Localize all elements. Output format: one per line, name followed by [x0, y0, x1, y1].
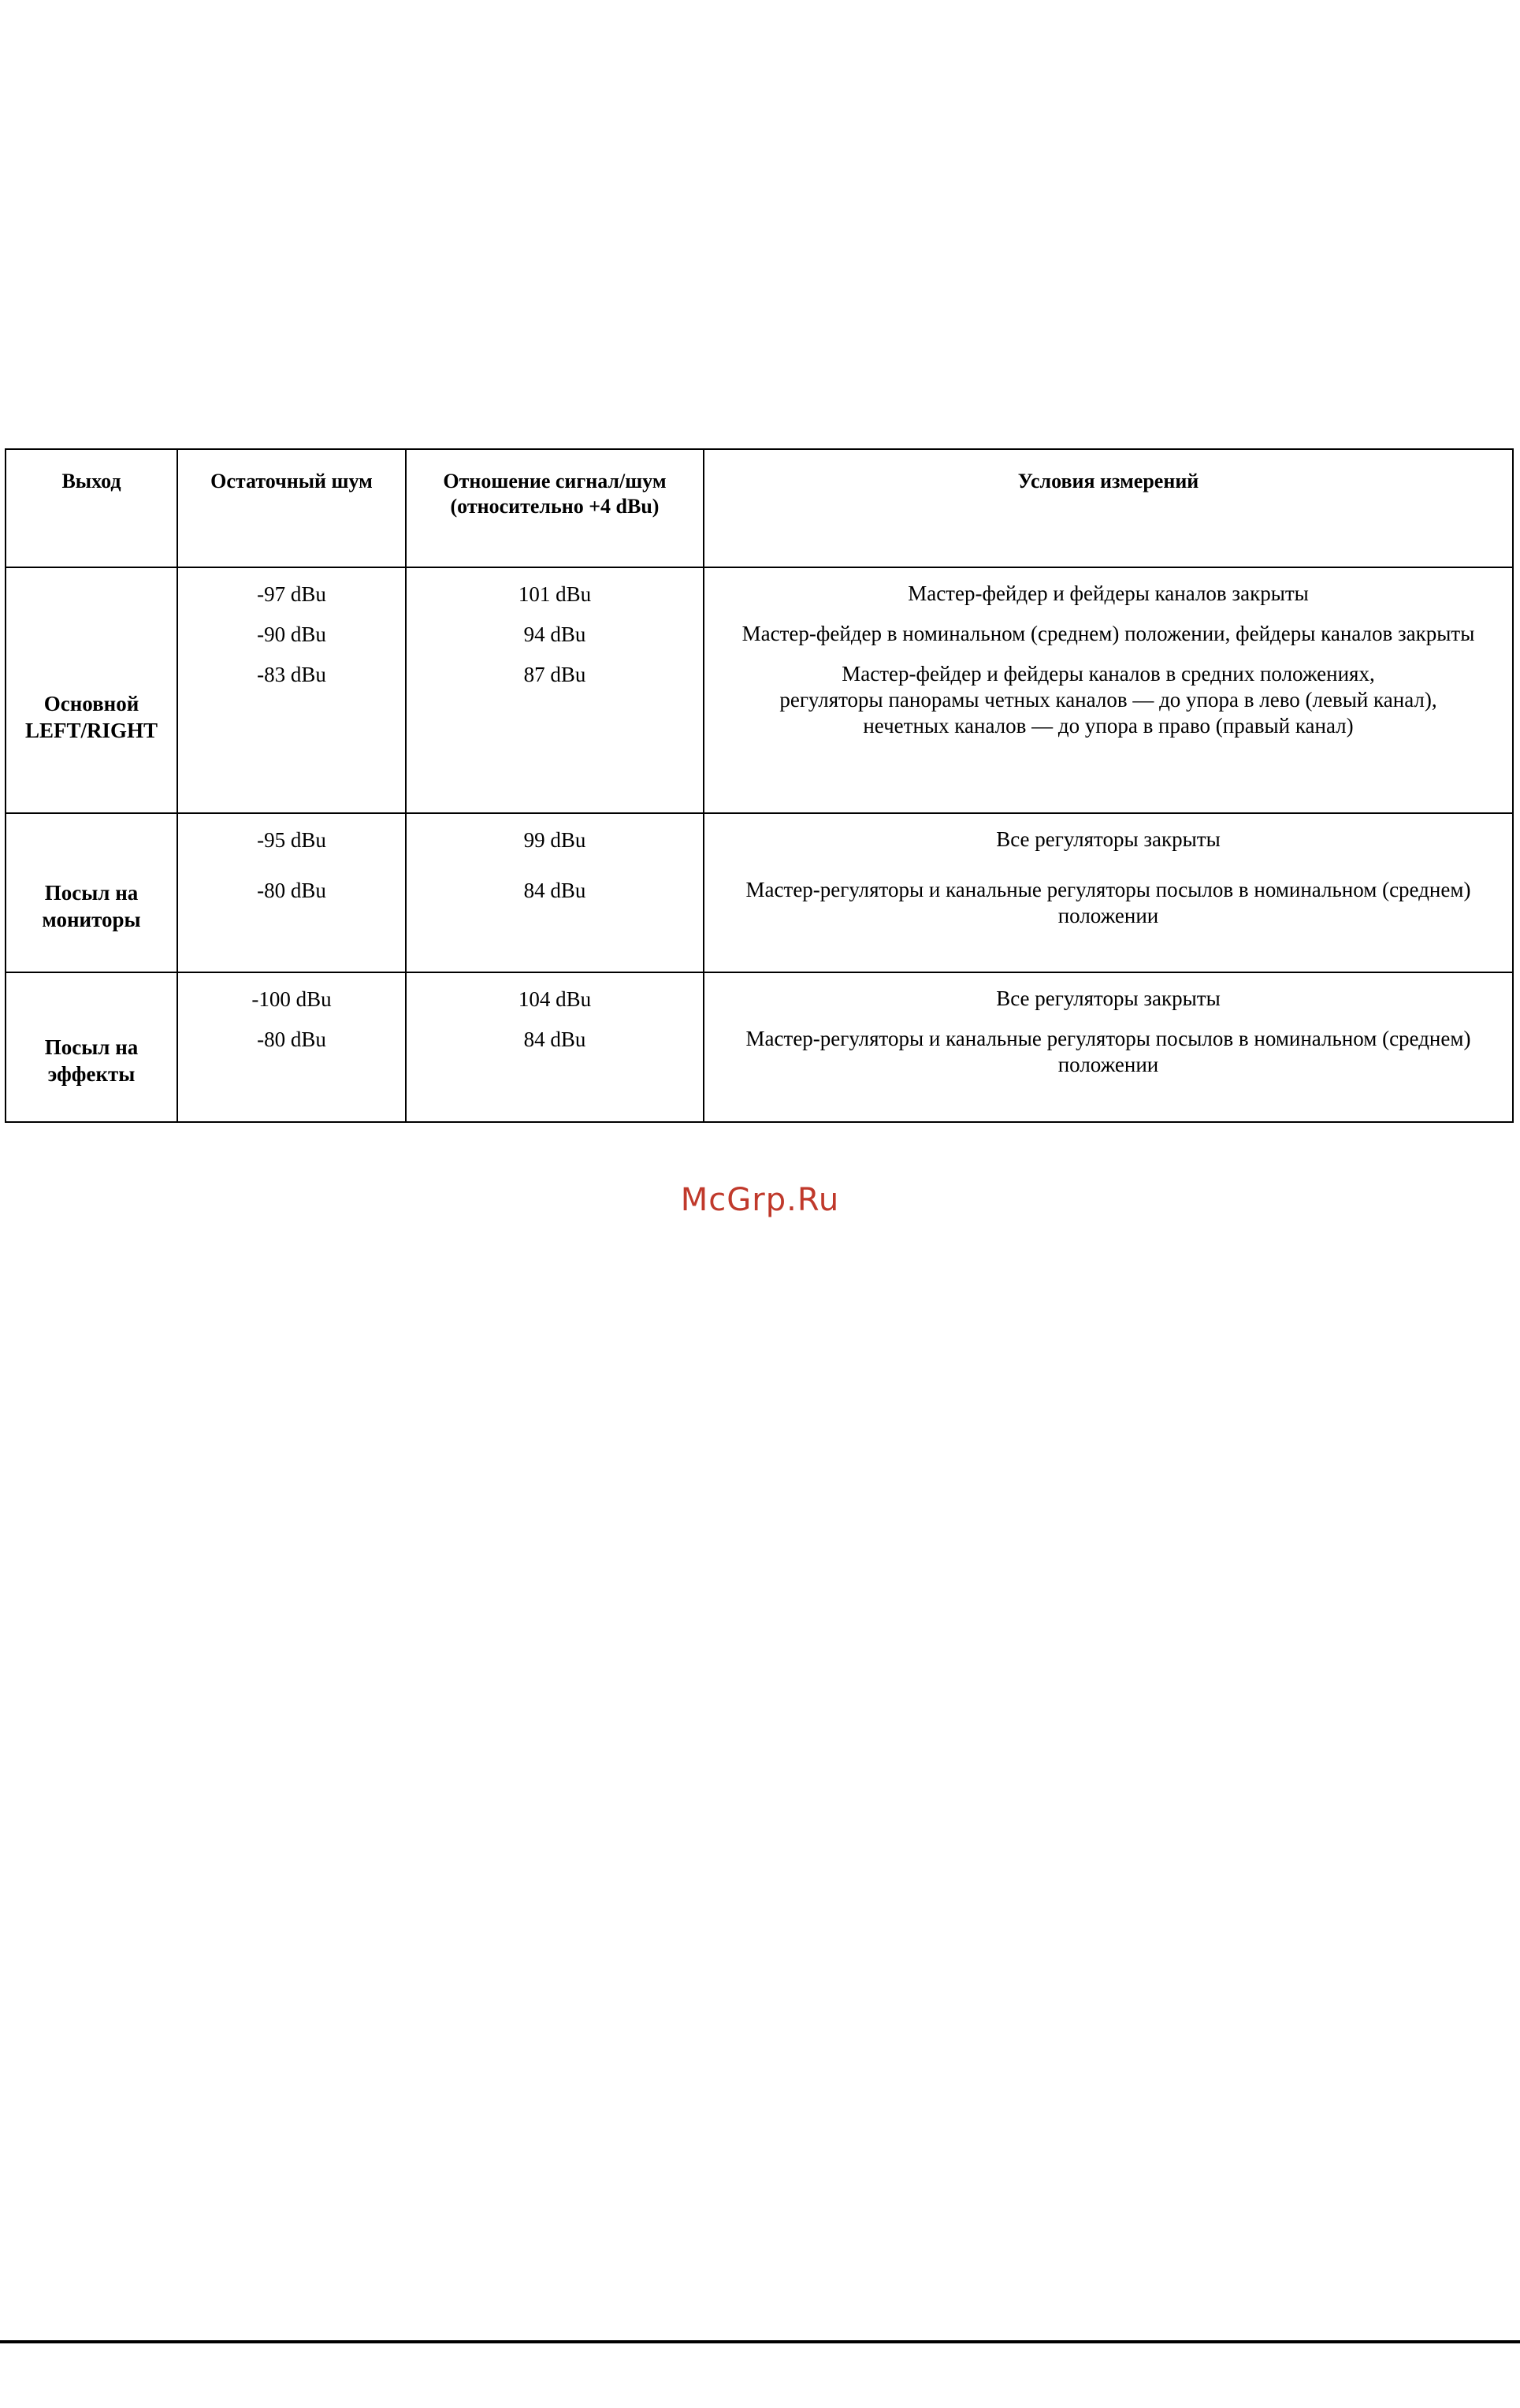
snr-value: 84 dBu: [523, 879, 586, 902]
condition-text: Мастер-фейдер в номинальном (среднем) положении, фейдеры каналов закрыты: [741, 622, 1475, 645]
header-output: Выход: [6, 449, 177, 567]
conditions-cell: [704, 567, 1513, 813]
noise-value: -80 dBu: [257, 879, 326, 902]
noise-value: -95 dBu: [257, 828, 326, 852]
output-cell: Посыл на мониторы: [6, 813, 177, 972]
condition-text: Мастер-фейдер и фейдеры каналов закрыты: [908, 582, 1309, 605]
condition-text: нечетных каналов — до упора в право (правый канал): [863, 714, 1354, 738]
snr-value: 99 dBu: [523, 828, 586, 852]
table-header-row: [6, 449, 1513, 567]
table-row: [6, 813, 1513, 972]
table-row: [6, 567, 1513, 813]
noise-cell: [177, 813, 406, 972]
condition-text: Все регуляторы закрыты: [996, 827, 1221, 851]
snr-cell: [406, 972, 704, 1122]
condition-text: положении: [1057, 904, 1159, 927]
output-cell: Посыл на эффекты: [6, 972, 177, 1122]
condition-text: Мастер-фейдер и фейдеры каналов в средних положениях,: [842, 662, 1375, 686]
snr-value: 101 dBu: [518, 582, 592, 606]
header-conditions: Условия измерений: [704, 449, 1513, 567]
noise-cell: [177, 972, 406, 1122]
conditions-cell: [704, 813, 1513, 972]
snr-value: 84 dBu: [523, 1027, 586, 1051]
snr-value: 87 dBu: [523, 663, 586, 686]
watermark-text: McGrp.Ru: [680, 1182, 840, 1218]
noise-value: -83 dBu: [257, 663, 326, 686]
noise-spec-table: [5, 448, 1514, 1123]
header-residual-noise: Остаточный шум: [177, 449, 406, 567]
condition-text: Мастер-регуляторы и канальные регуляторы посылов в номинальном (среднем): [745, 878, 1471, 901]
snr-value: 104 dBu: [518, 987, 592, 1011]
condition-text: Все регуляторы закрыты: [996, 987, 1221, 1010]
snr-cell: [406, 813, 704, 972]
footer-divider: [0, 2340, 1520, 2343]
noise-value: -100 dBu: [251, 987, 332, 1011]
snr-value: 94 dBu: [523, 622, 586, 646]
noise-cell: [177, 567, 406, 813]
noise-value: -80 dBu: [257, 1027, 326, 1051]
output-cell: Основной LEFT/RIGHT: [6, 567, 177, 813]
noise-value: -97 dBu: [257, 582, 326, 606]
conditions-cell: [704, 972, 1513, 1122]
condition-text: регуляторы панорамы четных каналов — до упора в лево (левый канал),: [779, 688, 1437, 712]
snr-cell: [406, 567, 704, 813]
condition-text: Мастер-регуляторы и канальные регуляторы посылов в номинальном (среднем): [745, 1027, 1471, 1050]
header-snr: Отношение сигнал/шум (относительно +4 dBu): [406, 449, 704, 567]
noise-value: -90 dBu: [257, 622, 326, 646]
condition-text: положении: [1057, 1053, 1159, 1076]
table-row: [6, 972, 1513, 1122]
